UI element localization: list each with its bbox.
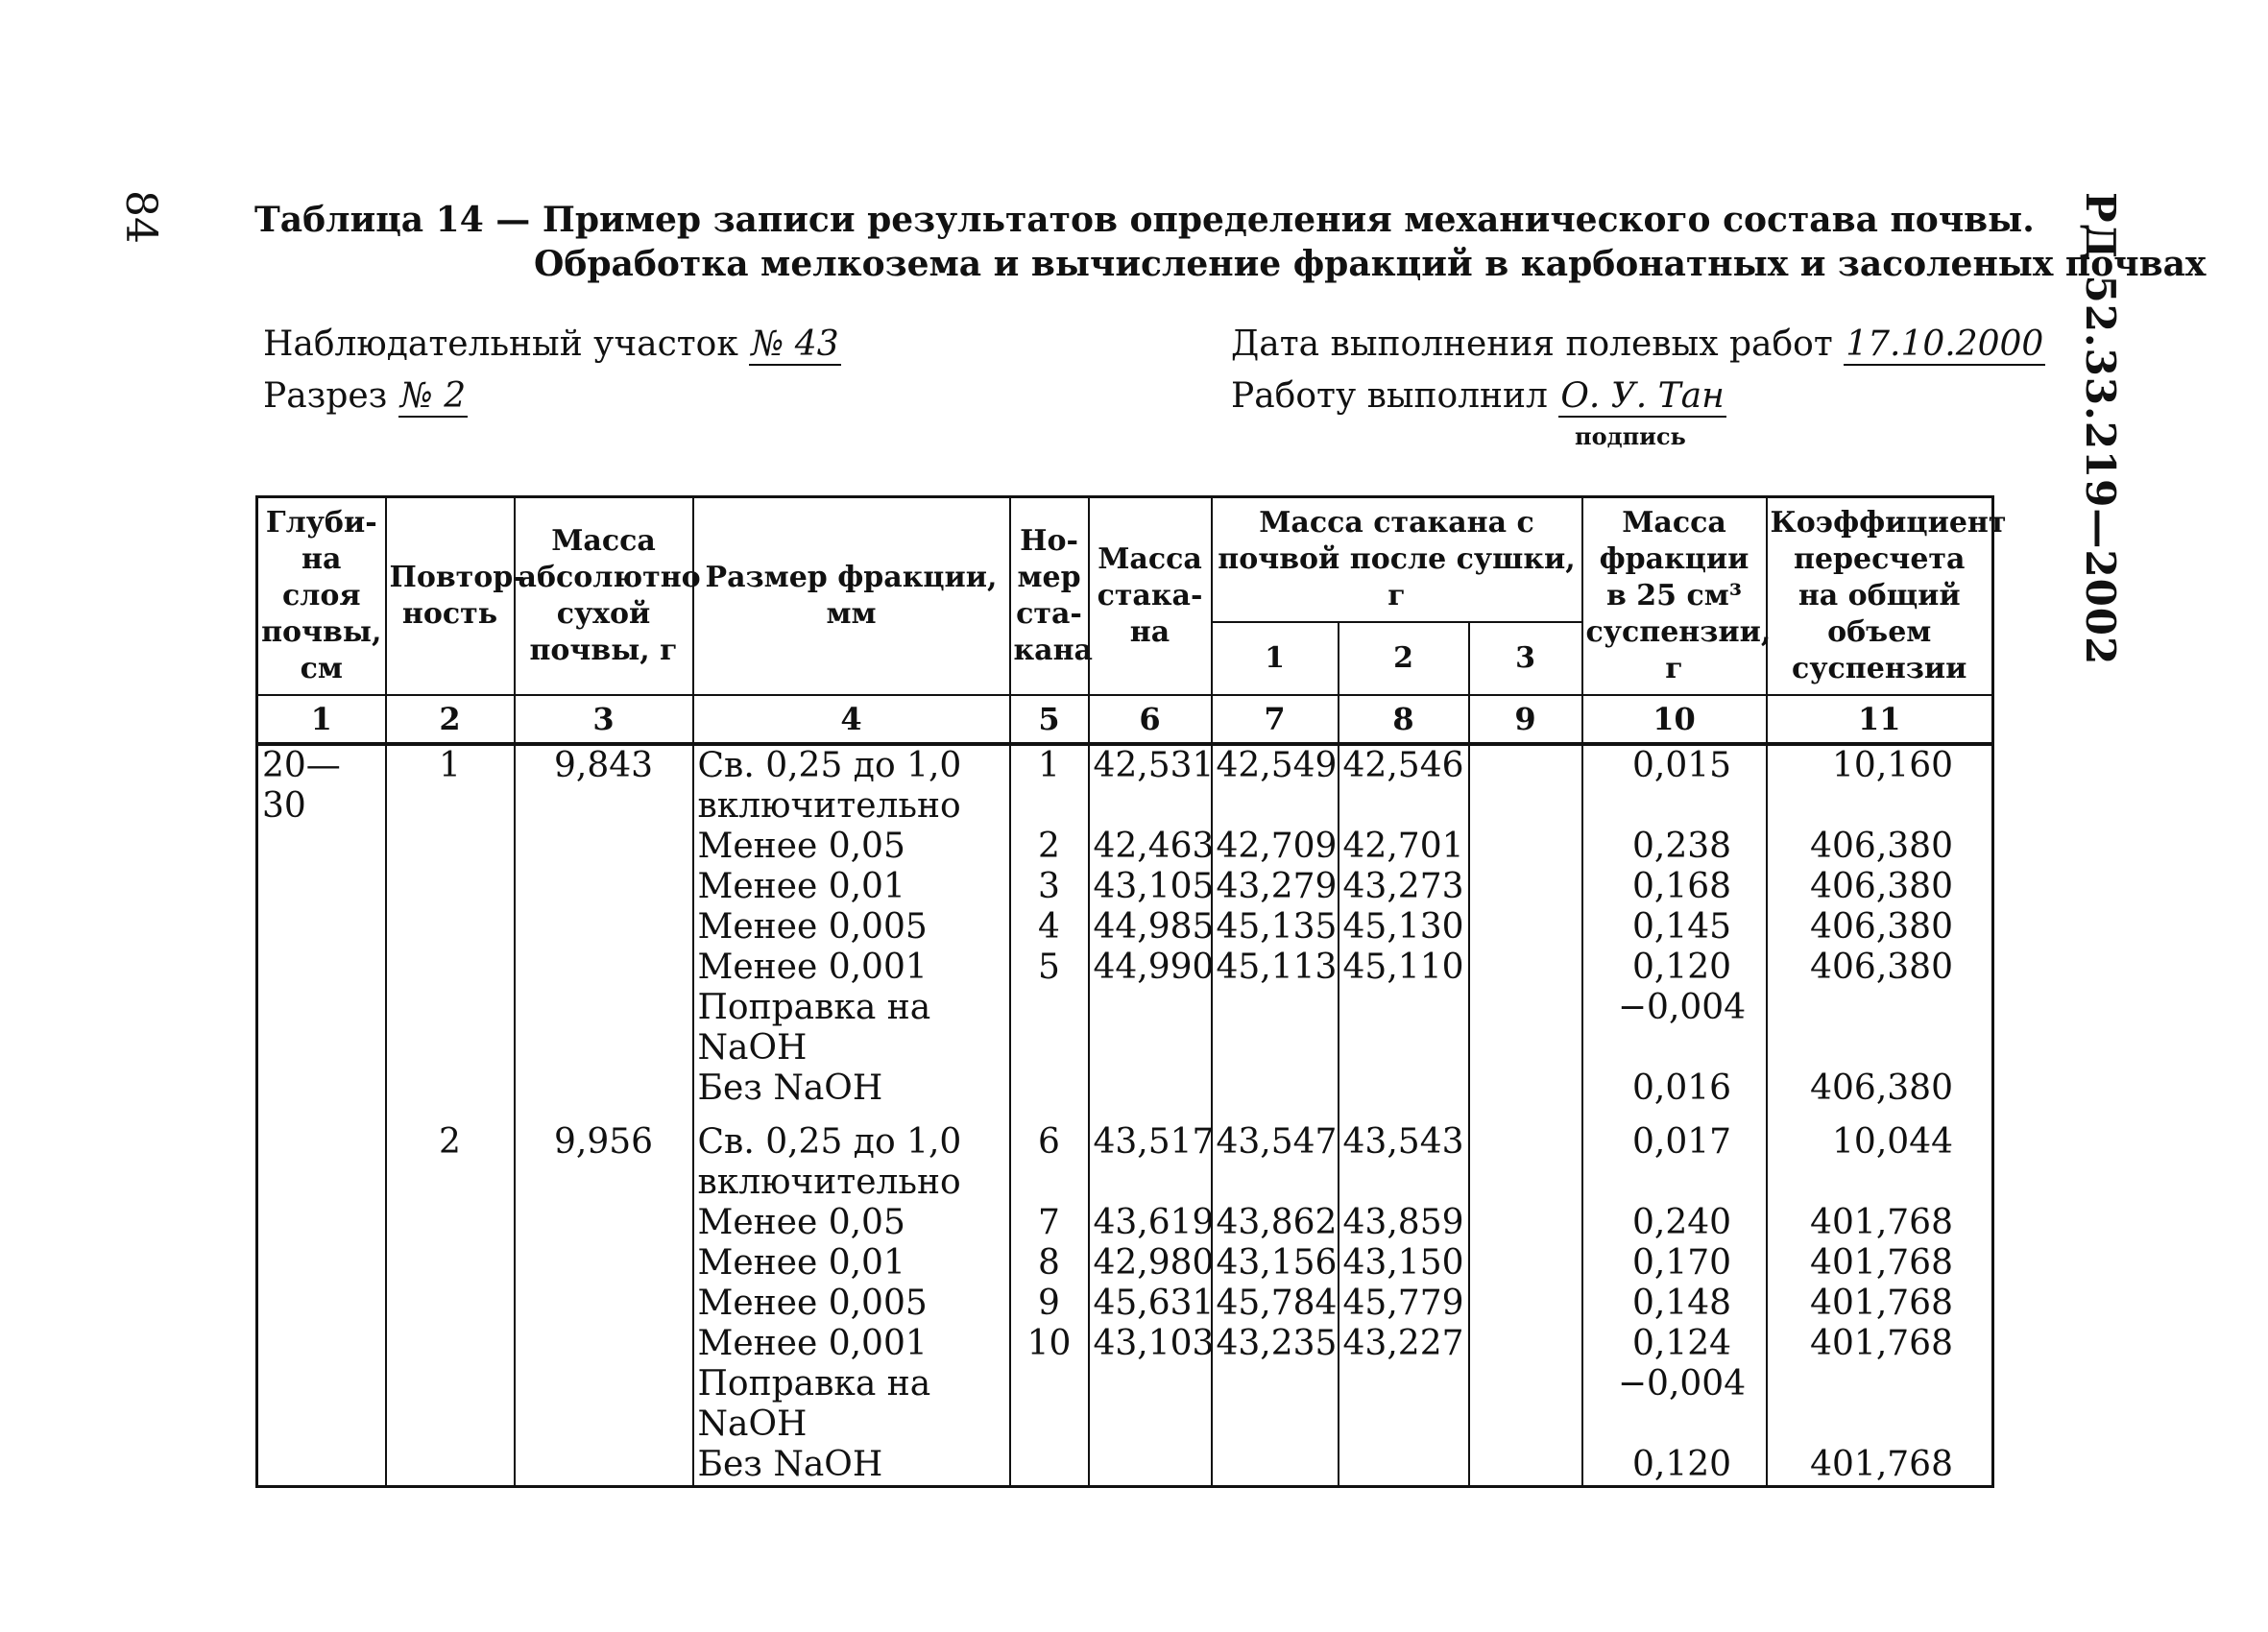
header-sub-1: 1: [1212, 622, 1339, 695]
signature-caption: подпись: [1575, 422, 1686, 450]
header-cup-number: Но-мер ста-кана: [1010, 497, 1089, 696]
cup-mass-cell: 45,631: [1089, 1284, 1212, 1324]
cup-mass-cell: [1089, 1068, 1212, 1109]
table-row: [257, 1109, 1993, 1203]
fraction-cell: Поправка на NaOH: [693, 1364, 1010, 1445]
mass-after-drying-3-cell: [1469, 1243, 1582, 1284]
mass-after-drying-2-cell: 43,859: [1339, 1203, 1469, 1243]
cup-mass-cell: 43,105: [1089, 867, 1212, 907]
section-value: № 2: [399, 376, 467, 416]
column-number: 11: [1767, 695, 1993, 744]
depth-cell: [257, 907, 386, 948]
cup-number-cell: 8: [1010, 1243, 1089, 1284]
mass-cell: [515, 1203, 693, 1243]
mass-after-drying-2-cell: 43,543: [1339, 1109, 1469, 1203]
mass-after-drying-1-cell: [1212, 1445, 1339, 1487]
cup-mass-cell: 43,103: [1089, 1324, 1212, 1364]
mass-after-drying-2-cell: 45,779: [1339, 1284, 1469, 1324]
table-row: [257, 827, 1993, 867]
fraction-mass-cell: 0,238: [1582, 827, 1767, 867]
header-mass-soil: Масса абсолютно сухой почвы, г: [515, 497, 693, 696]
mass-after-drying-1-cell: [1212, 1068, 1339, 1109]
depth-cell: [257, 1243, 386, 1284]
column-number: 10: [1582, 695, 1767, 744]
table-row: [257, 988, 1993, 1068]
fraction-cell: Св. 0,25 до 1,0 включительно: [693, 1109, 1010, 1203]
header-depth: Глуби-на слоя почвы, см: [257, 497, 386, 696]
mass-after-drying-3-cell: [1469, 827, 1582, 867]
depth-cell: [257, 1364, 386, 1445]
depth-cell: [257, 948, 386, 988]
mass-after-drying-3-cell: [1469, 744, 1582, 827]
column-number: 4: [693, 695, 1010, 744]
fraction-mass-cell: 0,120: [1582, 948, 1767, 988]
cup-number-cell: 2: [1010, 827, 1089, 867]
plot-line: [263, 324, 841, 364]
mass-after-drying-2-cell: [1339, 1445, 1469, 1487]
coefficient-cell: 406,380: [1767, 948, 1993, 988]
table-row: [257, 907, 1993, 948]
mass-after-drying-2-cell: 43,273: [1339, 867, 1469, 907]
cup-mass-cell: 43,619: [1089, 1203, 1212, 1243]
mass-after-drying-1-cell: 43,156: [1212, 1243, 1339, 1284]
cup-mass-cell: 42,463: [1089, 827, 1212, 867]
fraction-mass-cell: 0,240: [1582, 1203, 1767, 1243]
cup-mass-cell: 44,985: [1089, 907, 1212, 948]
header-sub-3: 3: [1469, 622, 1582, 695]
mass-after-drying-1-cell: 42,549: [1212, 744, 1339, 827]
fraction-mass-cell: −0,004: [1582, 988, 1767, 1068]
mass-after-drying-3-cell: [1469, 1324, 1582, 1364]
section-line: [263, 376, 468, 416]
fraction-mass-cell: 0,145: [1582, 907, 1767, 948]
mass-after-drying-1-cell: 43,862: [1212, 1203, 1339, 1243]
mass-after-drying-1-cell: [1212, 988, 1339, 1068]
depth-cell: [257, 827, 386, 867]
coefficient-cell: 401,768: [1767, 1324, 1993, 1364]
cup-number-cell: [1010, 1068, 1089, 1109]
fraction-mass-cell: 0,170: [1582, 1243, 1767, 1284]
cup-number-cell: [1010, 1364, 1089, 1445]
performer-label: Работу выполнил: [1231, 376, 1548, 416]
coefficient-cell: 401,768: [1767, 1203, 1993, 1243]
cup-number-cell: 9: [1010, 1284, 1089, 1324]
mass-after-drying-3-cell: [1469, 1284, 1582, 1324]
fraction-cell: Менее 0,005: [693, 1284, 1010, 1324]
repeat-cell: [386, 907, 515, 948]
fraction-cell: Св. 0,25 до 1,0 включительно: [693, 744, 1010, 827]
repeat-cell: [386, 827, 515, 867]
cup-mass-cell: 42,531: [1089, 744, 1212, 827]
table-subtitle: Обработка мелкозема и вычисление фракций в карбонатных и засоленых почвах: [534, 244, 2207, 284]
mass-after-drying-2-cell: 43,227: [1339, 1324, 1469, 1364]
fraction-mass-cell: 0,015: [1582, 744, 1767, 827]
fraction-cell: Менее 0,005: [693, 907, 1010, 948]
depth-cell: [257, 988, 386, 1068]
depth-cell: [257, 1203, 386, 1243]
table-row: [257, 1364, 1993, 1445]
depth-cell: [257, 1109, 386, 1203]
mass-cell: [515, 1068, 693, 1109]
mass-after-drying-1-cell: 45,784: [1212, 1284, 1339, 1324]
mass-after-drying-1-cell: [1212, 1364, 1339, 1445]
mass-after-drying-3-cell: [1469, 988, 1582, 1068]
depth-cell: 20—30: [257, 744, 386, 827]
fraction-mass-cell: 0,016: [1582, 1068, 1767, 1109]
mass-cell: [515, 827, 693, 867]
performer-line: [1231, 376, 1726, 416]
mass-cell: 9,956: [515, 1109, 693, 1203]
mass-after-drying-2-cell: [1339, 988, 1469, 1068]
fraction-mass-cell: 0,017: [1582, 1109, 1767, 1203]
table-row: [257, 1324, 1993, 1364]
fraction-mass-cell: −0,004: [1582, 1364, 1767, 1445]
mass-after-drying-2-cell: [1339, 1364, 1469, 1445]
header-fraction-mass: Масса фракции в 25 см³ суспензии, г: [1582, 497, 1767, 696]
cup-mass-cell: 44,990: [1089, 948, 1212, 988]
cup-mass-cell: [1089, 988, 1212, 1068]
column-number: 2: [386, 695, 515, 744]
section-label: Разрез: [263, 376, 388, 416]
table-row: [257, 1284, 1993, 1324]
table-row: [257, 744, 1993, 827]
mass-cell: [515, 1324, 693, 1364]
header-fraction-size: Размер фракции, мм: [693, 497, 1010, 696]
mass-after-drying-3-cell: [1469, 907, 1582, 948]
header-cup-mass: Масса стака-на: [1089, 497, 1212, 696]
mass-cell: [515, 1445, 693, 1487]
document-code: РД 52.33.219—2002: [2077, 192, 2124, 666]
fraction-mass-cell: 0,148: [1582, 1284, 1767, 1324]
mass-after-drying-1-cell: 43,235: [1212, 1324, 1339, 1364]
cup-mass-cell: [1089, 1445, 1212, 1487]
mass-cell: [515, 867, 693, 907]
cup-mass-cell: [1089, 1364, 1212, 1445]
fraction-cell: Менее 0,05: [693, 827, 1010, 867]
repeat-cell: [386, 1445, 515, 1487]
table-row: [257, 1243, 1993, 1284]
repeat-cell: [386, 1068, 515, 1109]
header-sub-2: 2: [1339, 622, 1469, 695]
column-number: 6: [1089, 695, 1212, 744]
plot-value: № 43: [751, 324, 839, 364]
fraction-cell: Без NaOH: [693, 1068, 1010, 1109]
coefficient-cell: 10,044: [1767, 1109, 1993, 1203]
repeat-cell: [386, 948, 515, 988]
mass-after-drying-3-cell: [1469, 1364, 1582, 1445]
mass-cell: [515, 988, 693, 1068]
mass-after-drying-3-cell: [1469, 867, 1582, 907]
repeat-cell: [386, 1243, 515, 1284]
cup-number-cell: 1: [1010, 744, 1089, 827]
coefficient-cell: 406,380: [1767, 907, 1993, 948]
mass-cell: [515, 1243, 693, 1284]
mass-cell: [515, 1364, 693, 1445]
repeat-cell: 2: [386, 1109, 515, 1203]
mass-cell: 9,843: [515, 744, 693, 827]
coefficient-cell: 406,380: [1767, 1068, 1993, 1109]
cup-number-cell: 3: [1010, 867, 1089, 907]
fraction-cell: Менее 0,01: [693, 867, 1010, 907]
coefficient-cell: 401,768: [1767, 1445, 1993, 1487]
mass-after-drying-2-cell: [1339, 1068, 1469, 1109]
coefficient-cell: 401,768: [1767, 1284, 1993, 1324]
fraction-cell: Поправка на NaOH: [693, 988, 1010, 1068]
header-repeat: Повтор-ность: [386, 497, 515, 696]
fraction-mass-cell: 0,124: [1582, 1324, 1767, 1364]
repeat-cell: [386, 1324, 515, 1364]
cup-number-cell: 7: [1010, 1203, 1089, 1243]
performer-value: О. У. Тан: [1560, 376, 1725, 416]
mass-cell: [515, 907, 693, 948]
coefficient-cell: 406,380: [1767, 827, 1993, 867]
mass-after-drying-1-cell: 45,113: [1212, 948, 1339, 988]
cup-mass-cell: 42,980: [1089, 1243, 1212, 1284]
mass-after-drying-3-cell: [1469, 1445, 1582, 1487]
fraction-cell: Менее 0,05: [693, 1203, 1010, 1243]
results-table: [255, 495, 2007, 1488]
mass-after-drying-2-cell: 45,110: [1339, 948, 1469, 988]
mass-cell: [515, 948, 693, 988]
column-number: 3: [515, 695, 693, 744]
table-row: [257, 867, 1993, 907]
fraction-cell: Менее 0,01: [693, 1243, 1010, 1284]
fraction-mass-cell: 0,168: [1582, 867, 1767, 907]
depth-cell: [257, 1445, 386, 1487]
mass-after-drying-2-cell: 45,130: [1339, 907, 1469, 948]
date-label: Дата выполнения полевых работ: [1231, 324, 1833, 364]
cup-number-cell: [1010, 1445, 1089, 1487]
header-coefficient: Коэффициент пересчета на общий объем суспензии: [1767, 497, 1993, 696]
table-row: [257, 1068, 1993, 1109]
coefficient-cell: 406,380: [1767, 867, 1993, 907]
table-row: [257, 1445, 1993, 1487]
mass-after-drying-2-cell: 42,546: [1339, 744, 1469, 827]
fraction-cell: Менее 0,001: [693, 948, 1010, 988]
depth-cell: [257, 1068, 386, 1109]
column-number-row: [257, 695, 1993, 744]
column-number: 1: [257, 695, 386, 744]
repeat-cell: [386, 988, 515, 1068]
cup-mass-cell: 43,517: [1089, 1109, 1212, 1203]
mass-after-drying-1-cell: 42,709: [1212, 827, 1339, 867]
cup-number-cell: 10: [1010, 1324, 1089, 1364]
repeat-cell: [386, 1284, 515, 1324]
column-number: 9: [1469, 695, 1582, 744]
mass-after-drying-3-cell: [1469, 1068, 1582, 1109]
repeat-cell: 1: [386, 744, 515, 827]
cup-number-cell: 5: [1010, 948, 1089, 988]
plot-label: Наблюдательный участок: [263, 324, 738, 364]
column-number: 5: [1010, 695, 1089, 744]
table-title: Таблица 14 — Пример записи результатов определения механического состава почвы.: [254, 200, 2035, 240]
repeat-cell: [386, 1364, 515, 1445]
mass-after-drying-2-cell: 42,701: [1339, 827, 1469, 867]
coefficient-cell: [1767, 988, 1993, 1068]
fraction-cell: Без NaOH: [693, 1445, 1010, 1487]
column-number: 8: [1339, 695, 1469, 744]
coefficient-cell: 10,160: [1767, 744, 1993, 827]
date-value: 17.10.2000: [1846, 324, 2044, 364]
table-row: [257, 1203, 1993, 1243]
cup-number-cell: 6: [1010, 1109, 1089, 1203]
mass-after-drying-3-cell: [1469, 948, 1582, 988]
mass-after-drying-1-cell: 43,279: [1212, 867, 1339, 907]
repeat-cell: [386, 867, 515, 907]
date-line: [1231, 324, 2045, 364]
header-cup-soil-mass: Масса стакана с почвой после сушки, г: [1212, 497, 1582, 623]
page-number: 84: [116, 190, 165, 244]
fraction-cell: Менее 0,001: [693, 1324, 1010, 1364]
mass-after-drying-1-cell: 43,547: [1212, 1109, 1339, 1203]
depth-cell: [257, 1324, 386, 1364]
mass-after-drying-3-cell: [1469, 1109, 1582, 1203]
cup-number-cell: 4: [1010, 907, 1089, 948]
mass-after-drying-3-cell: [1469, 1203, 1582, 1243]
table-row: [257, 948, 1993, 988]
mass-after-drying-1-cell: 45,135: [1212, 907, 1339, 948]
depth-cell: [257, 867, 386, 907]
depth-cell: [257, 1284, 386, 1324]
mass-after-drying-2-cell: 43,150: [1339, 1243, 1469, 1284]
repeat-cell: [386, 1203, 515, 1243]
mass-cell: [515, 1284, 693, 1324]
column-number: 7: [1212, 695, 1339, 744]
fraction-mass-cell: 0,120: [1582, 1445, 1767, 1487]
cup-number-cell: [1010, 988, 1089, 1068]
coefficient-cell: [1767, 1364, 1993, 1445]
coefficient-cell: 401,768: [1767, 1243, 1993, 1284]
